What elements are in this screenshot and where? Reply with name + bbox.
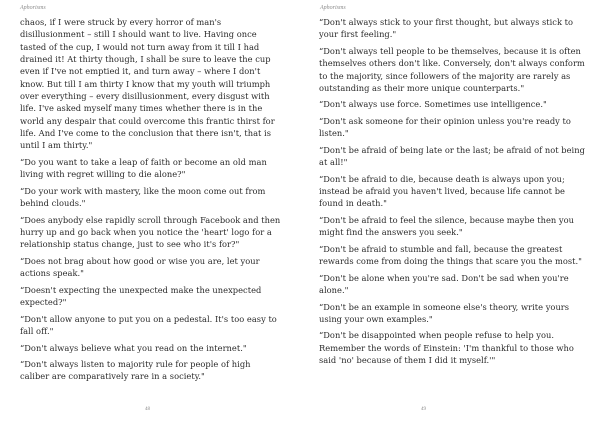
paragraph: chaos, if I were struck by every horror of man's disillusionment – still I should want to live. Having once tasted of the cup, I would not turn away from it till I had drained it! At thirty though, I shall be sure to leave the cup even if I've not emptied it, and turn away – where I don't know. But till I am thirty I know that my youth will triumph over everything – every disillusionment, every disgust with life. I've asked myself many times whether there is in the world any despair that could overcome this frantic thirst for life. And I've come to the conclusion that there isn't, that is until I am thirty.": [20, 17, 275, 151]
paragraph: “Don't ask someone for their opinion unless you're ready to listen.": [319, 115, 571, 139]
paragraph: “Don't allow anyone to put you on a pedestal. It's too easy to fall off.": [20, 313, 277, 337]
paragraph: “Does anybody else rapidly scroll through Facebook and then hurry up and go back when you notice the 'heart' logo for a relationship status change, just to see who it's for?": [20, 214, 281, 250]
paragraph: “Don't be an example in someone else's theory, write yours using your own examples.": [319, 301, 570, 324]
paragraph: “Don't always stick to your first thought, but always stick to your first feeling.": [319, 17, 574, 40]
paragraph: “Don't always listen to majority rule for people of high caliber are comparatively rare in a society.": [20, 359, 251, 382]
running-header: Aphorisms: [320, 5, 346, 11]
paragraph: “Don't be disappointed when people refuse to help you. Remember the words of Einstein: 'I'm thankful to those who said 'no' because of them I did it myself.'": [319, 330, 574, 366]
paragraph: “Do you want to take a leap of faith or become an old man living with regret willing to die alone?": [20, 156, 267, 180]
paragraph: “Don't be afraid of being late or the last; be afraid of not being at all!": [319, 144, 585, 168]
paragraph: “Don't be afraid to feel the silence, because maybe then you might find the answers you seek.": [319, 214, 575, 238]
paragraph: “Doesn't expecting the unexpected make the unexpected expected?": [20, 284, 262, 308]
running-header: Aphorisms: [20, 5, 46, 11]
paragraph: “Don't be afraid to die, because death is always upon you; instead be afraid you haven't lived, because life cannot be found in death.": [319, 173, 565, 209]
page-body: [20, 16, 282, 387]
page-body: [319, 16, 585, 371]
page-number: 48: [145, 407, 150, 412]
paragraph: “Don't be afraid to stumble and fall, because the greatest rewards come from doing the things that scare you the most.": [319, 243, 583, 267]
paragraph: “Don't always tell people to be themselves, because it is often themselves others don't like. Conversely, don't always conform to the majority, since followers of the majority are rarely as outstanding as their more unique counterparts.": [319, 45, 585, 93]
right-page: [300, 0, 600, 424]
paragraph: “Don't be alone when you're sad. Don't be sad when you're alone.": [319, 272, 569, 296]
page-number: 49: [421, 407, 426, 412]
paragraph: “Does not brag about how good or wise you are, let your actions speak.": [20, 255, 260, 279]
paragraph: “Do your work with mastery, like the moon come out from behind clouds.": [20, 185, 266, 209]
paragraph: “Don't always believe what you read on the internet.": [20, 342, 247, 353]
paragraph: “Don't always use force. Sometimes use intelligence.": [319, 99, 547, 110]
